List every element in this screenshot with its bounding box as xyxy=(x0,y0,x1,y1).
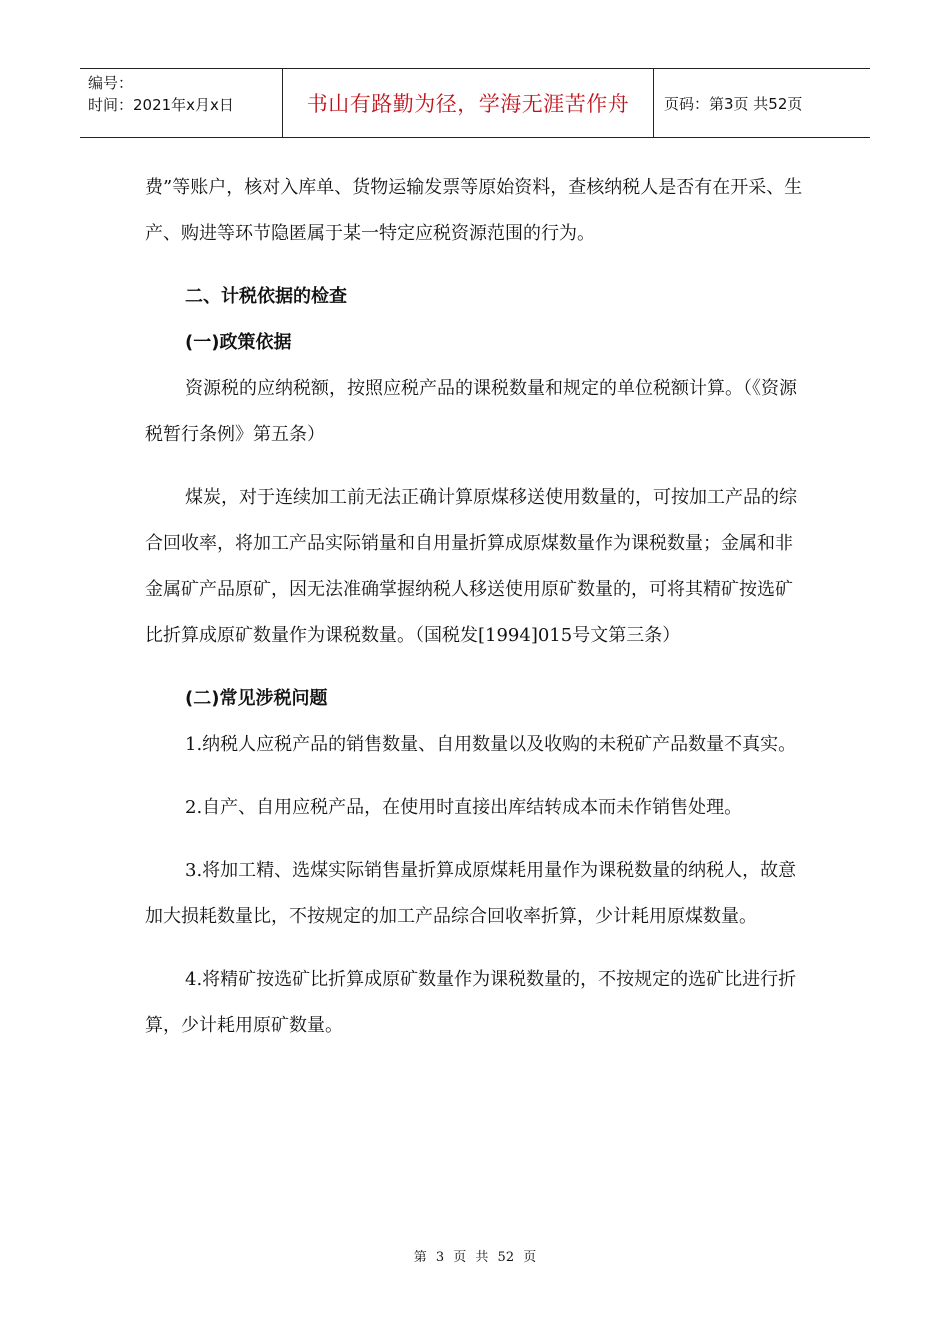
page-header xyxy=(80,68,870,138)
section-heading-tax-basis: 二、计税依据的检查 xyxy=(185,286,347,307)
document-body xyxy=(145,165,805,1049)
header-meta xyxy=(80,69,282,137)
page-footer: 第 3 页 共 52 页 xyxy=(413,1250,537,1265)
list-item-issue-3: 3.将加工精、选煤实际销售量折算成原煤耗用量作为课税数量的纳税人，故意加大损耗数量比，不按规定的加工产品综合回收率折算，少计耗用原煤数量。 xyxy=(145,860,797,927)
subsection-heading-policy: (一)政策依据 xyxy=(185,332,292,353)
header-slogan-cell xyxy=(282,69,654,137)
list-item-issue-2: 2.自产、自用应税产品，在使用时直接出库结转成本而未作销售处理。 xyxy=(185,797,743,818)
list-item-issue-1: 1.纳税人应税产品的销售数量、自用数量以及收购的未税矿产品数量不真实。 xyxy=(185,734,797,755)
paragraph-policy-2: 煤炭，对于连续加工前无法正确计算原煤移送使用数量的，可按加工产品的综合回收率，将加工产品实际销量和自用量折算成原煤数量作为课税数量；金属和非金属矿产品原矿，因无法准确掌握纳税人移送使用原矿数量的，可将其精矿按选矿比折算成原矿数量作为课税数量。（国税发[1994]015号文第三条） xyxy=(145,487,797,646)
doc-time-label: 时间：2021年x月x日 xyxy=(88,96,234,114)
paragraph-policy-1: 资源税的应纳税额，按照应税产品的课税数量和规定的单位税额计算。（《资源税暂行条例》第五条） xyxy=(145,378,797,445)
list-item-issue-4: 4.将精矿按选矿比折算成原矿数量作为课税数量的，不按规定的选矿比进行折算，少计耗用原矿数量。 xyxy=(145,969,797,1036)
header-page-info: 页码：第3页 共52页 xyxy=(664,94,803,113)
paragraph-continued: 费”等账户，核对入库单、货物运输发票等原始资料，查核纳税人是否有在开采、生产、购进等环节隐匿属于某一特定应税资源范围的行为。 xyxy=(145,177,803,244)
subsection-heading-issues: (二)常见涉税问题 xyxy=(185,688,328,709)
header-slogan: 书山有路勤为径，学海无涯苦作舟 xyxy=(306,92,630,116)
doc-number-label: 编号： xyxy=(88,74,134,92)
